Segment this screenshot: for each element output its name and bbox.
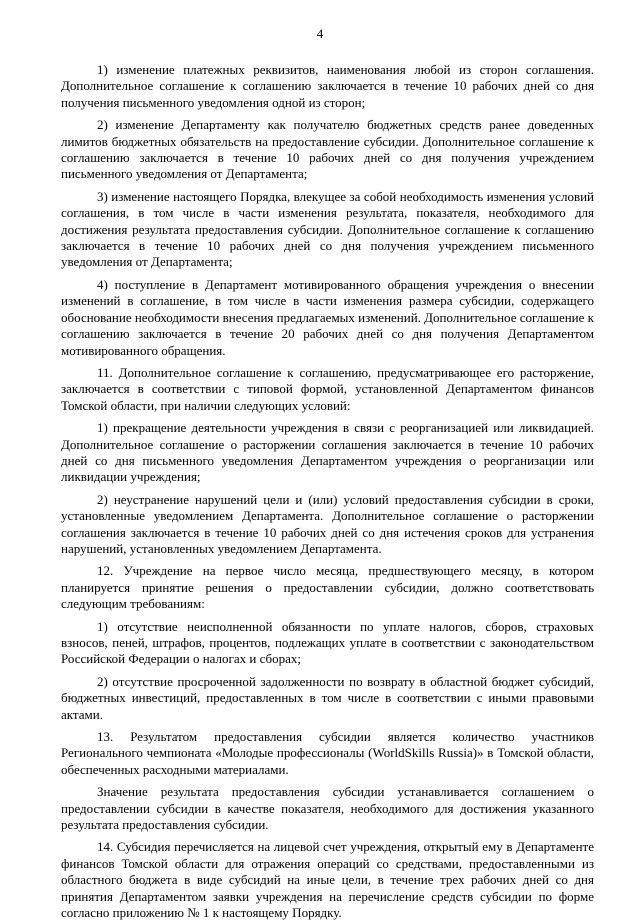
paragraph-5: 11. Дополнительное соглашение к соглашению, предусматривающее его расторжение, заключается в соответствии с типовой формой, установленной Департаментом финансов Томской области, при наличии следующих условий: <box>61 364 594 413</box>
paragraph-12: Значение результата предоставления субсидии устанавливается соглашением о предоставлении субсидии в качестве показателя, необходимого для достижения указанного результата предоставления субсидии. <box>61 784 594 833</box>
paragraph-1: 1) изменение платежных реквизитов, наименования любой из сторон соглашения. Дополнительное соглашение к соглашению заключается в течение 10 рабочих дней со дня получения письменного уведомления одной из сторон; <box>61 62 594 110</box>
paragraph-8: 12. Учреждение на первое число месяца, предшествующего месяцу, в котором планируется принятие решения о предоставлении субсидии, должно соответствовать следующим требованиям: <box>61 563 594 612</box>
paragraph-11: 13. Результатом предоставления субсидии является количество участников Регионального чемпионата «Молодые профессионалы (WorldSkills Russia)» в Томской области, обеспеченных расходными материалами. <box>61 729 594 777</box>
paragraph-4: 4) поступление в Департамент мотивированного обращения учреждения о внесении изменений в соглашение, в том числе в части изменения размера субсидии, содержащего обоснование необходимости внесения предлагаемых изменений. Дополнительное соглашение к соглашению заключается в течение 20 рабочих дней со дня получения Департаментом мотивированного обращения. <box>61 276 594 358</box>
paragraph-13: 14. Субсидия перечисляется на лицевой счет учреждения, открытый ему в Департаменте финансов Томской области для отражения операций со средствами, предоставленными из областного бюджета в виде субсидий на иные цели, в течение трех рабочих дней со дня принятия Департаментом заявки учреждения на перечисление средств субсидии по форме согласно приложению № 1 к настоящему Порядку. <box>61 839 594 921</box>
paragraph-7: 2) неустранение нарушений цели и (или) условий предоставления субсидии в сроки, установленные уведомлением Департамента. Дополнительное соглашение о расторжении соглашения заключается в течение 10 рабочих дней со дня истечения сроков для устранения нарушений, установленных уведомлением Департамента. <box>61 491 594 556</box>
page-number: 4 <box>316 26 324 41</box>
document-body <box>61 62 594 922</box>
paragraph-6: 1) прекращение деятельности учреждения в связи с реорганизацией или ликвидацией. Дополнительное соглашение о расторжении соглашения заключается в течение 10 рабочих дней со дня письменного уведомления Департаментом учреждения о реорганизации или ликвидации учреждения; <box>61 420 594 485</box>
paragraph-2: 2) изменение Департаменту как получателю бюджетных средств ранее доведенных лимитов бюджетных обязательств на предоставление субсидии. Дополнительное соглашение к соглашению заключается в течение 10 рабочих дней со дня получения учреждением письменного уведомления от Департамента; <box>61 117 594 182</box>
paragraph-3: 3) изменение настоящего Порядка, влекущее за собой необходимость изменения условий соглашения, в том числе в части изменения результата, показателя, необходимого для достижения результата предоставления субсидии. Дополнительное соглашение к соглашению заключается в течение 10 рабочих дней со дня получения учреждением письменного уведомления от Департамента; <box>61 188 594 270</box>
paragraph-9: 1) отсутствие неисполненной обязанности по уплате налогов, сборов, страховых взносов, пеней, штрафов, процентов, подлежащих уплате в соответствии с законодательством Российской Федерации о налогах и сборах; <box>61 618 594 667</box>
paragraph-10: 2) отсутствие просроченной задолженности по возврату в областной бюджет субсидий, бюджетных инвестиций, предоставленных в том числе в соответствии с иными правовыми актами. <box>61 673 594 722</box>
